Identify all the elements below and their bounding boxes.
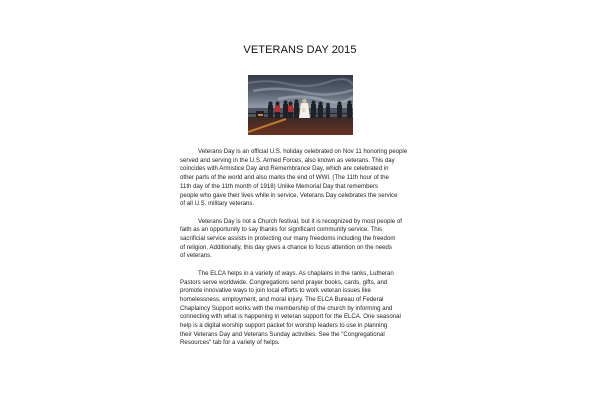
text-line: Veterans Day is an official U.S. holiday celebrated on Nov 11 honoring people <box>198 148 408 155</box>
text-line: other parts of the world and also marks the end of WWI. (The 11th hour of the <box>180 174 389 182</box>
text-line: faith as an opportunity to say thanks for significant community service. This <box>180 226 383 234</box>
text-line: sacrificial service assists in protecting our many freedoms including the freedom <box>180 235 396 243</box>
text-line: people who gave their lives while in service, Veterans Day celebrates the service <box>180 191 398 199</box>
paragraph-elca-support <box>180 270 430 348</box>
text-line: coincides with Armistice Day and Remembrance Day, which are celebrated in <box>180 165 389 173</box>
photo-illustration <box>248 75 353 135</box>
text-line: Pastors serve worldwide. Congregations send prayer books, cards, gifts, and <box>180 278 388 286</box>
text-line: of all U.S. military veterans. <box>180 200 255 208</box>
text-line: promote innovative ways to join local efforts to work veteran issues like <box>180 287 371 295</box>
document-body <box>180 148 430 357</box>
text-line: of religion. Additionally, this day gives a chance to focus attention on the needs <box>180 243 392 251</box>
paragraph-church-perspective <box>180 218 430 262</box>
text-line: The ELCA helps in a variety of ways. As chaplains in the ranks, Lutheran <box>198 269 394 277</box>
document-title: VETERANS DAY 2015 <box>243 44 357 56</box>
text-line: help is a digital worship support packet for worship leaders to use in planning <box>180 322 388 330</box>
text-line: Veterans Day is not a Church festival, but it is recognized by most people of <box>198 217 402 225</box>
text-line: Resources" tab for a variety of helps. <box>180 339 280 347</box>
text-line: served and serving in the U.S. Armed Forces, also known as veterans. This day <box>180 156 395 164</box>
text-line: 11th day of the 11th month of 1918) Unlike Memorial Day that remembers <box>180 182 378 190</box>
text-line: of veterans. <box>180 252 212 260</box>
paragraph-veterans-day-definition <box>180 148 430 209</box>
veterans-photo <box>248 75 353 135</box>
text-line: Chaplaincy Support works with the membership of the church by informing and <box>180 304 393 312</box>
text-line: their Veterans Day and Veterans Sunday activities. See the "Congregational <box>180 330 385 338</box>
text-line: connecting with what is happening in veteran support for the ELCA. One seasonal <box>180 313 401 321</box>
text-line: homelessness, employment, and moral injury. The ELCA Bureau of Federal <box>180 295 384 303</box>
